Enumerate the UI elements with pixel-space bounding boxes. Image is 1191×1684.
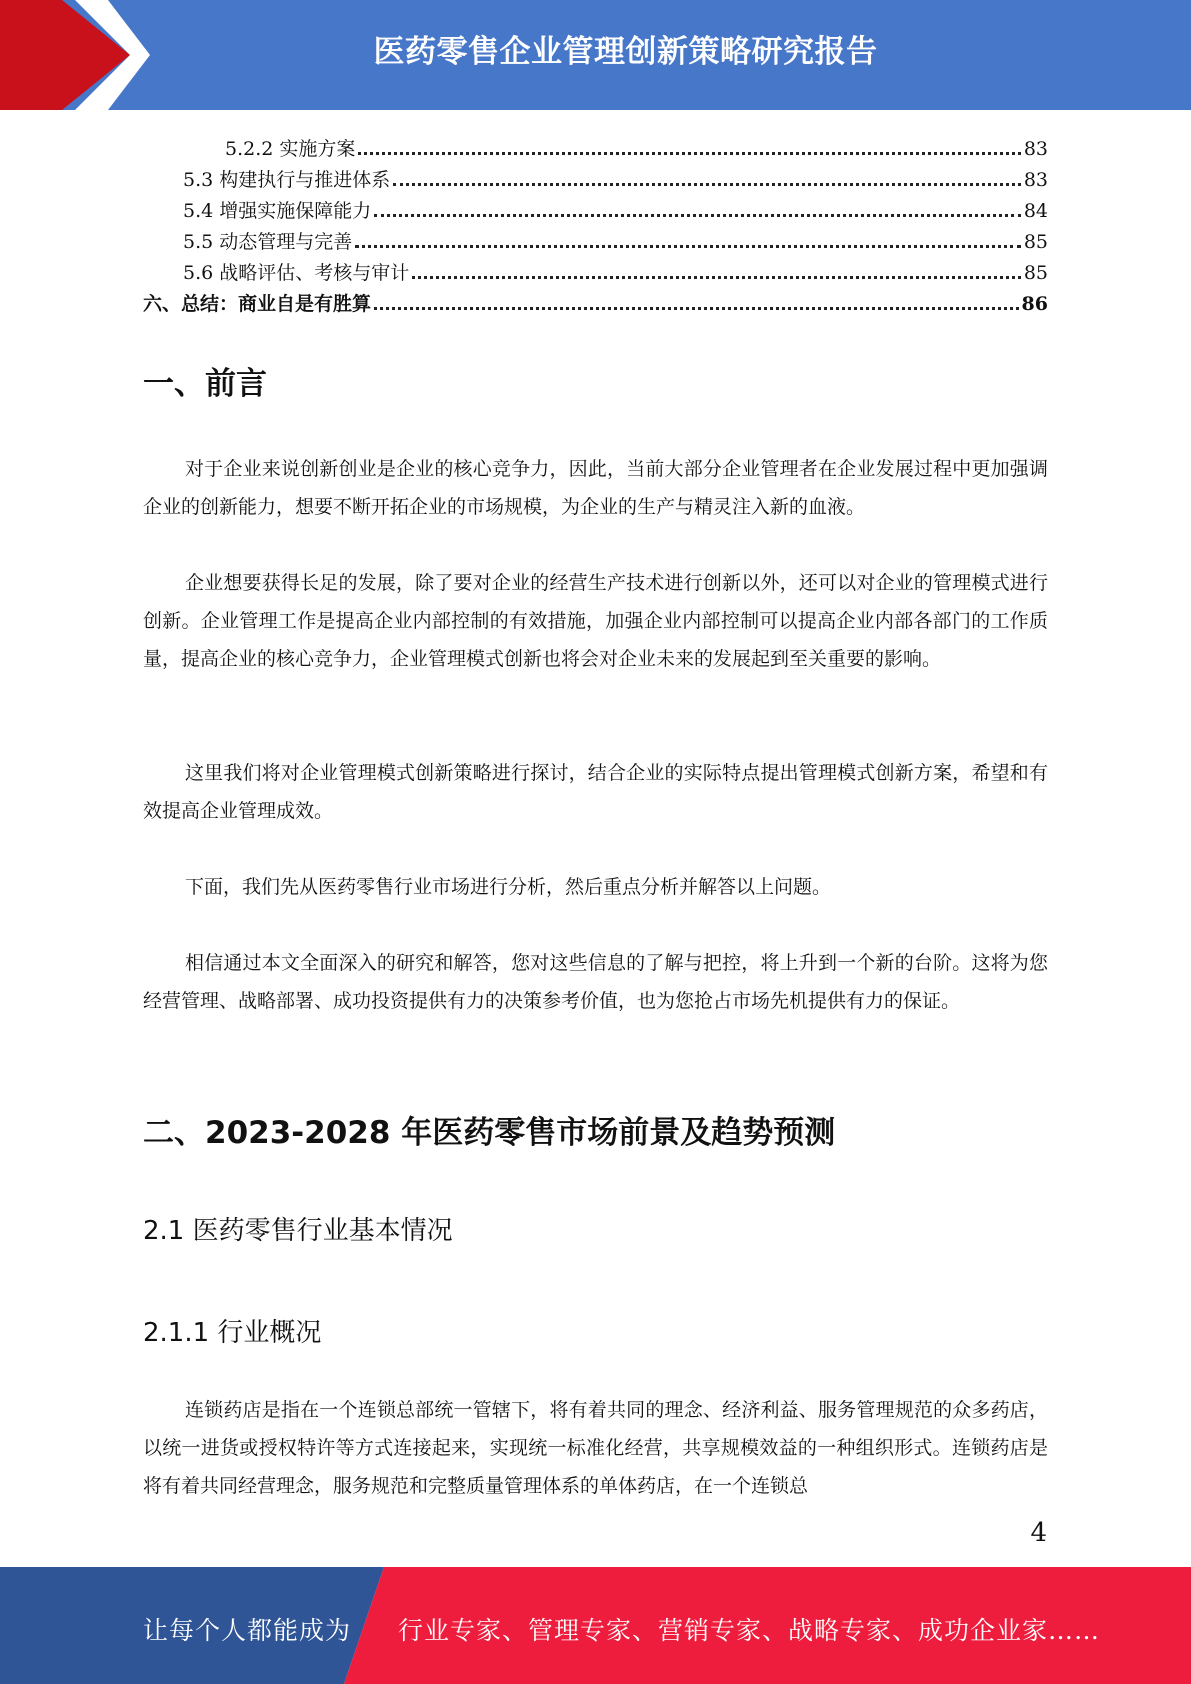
toc-entry[interactable]: [143, 130, 1048, 161]
subsection-heading: 2.1.1 行业概况: [143, 1318, 322, 1348]
paragraph: 对于企业来说创新创业是企业的核心竞争力，因此，当前大部分企业管理者在企业发展过程中更加强调企业的创新能力，想要不断开拓企业的市场规模，为企业的生产与精灵注入新的血液。: [143, 458, 1048, 518]
subsection-heading: 2.1 医药零售行业基本情况: [143, 1216, 453, 1246]
page-header: [0, 0, 1191, 110]
section-heading: 二、2023-2028 年医药零售市场前景及趋势预测: [143, 1115, 836, 1151]
toc-entry[interactable]: [143, 254, 1048, 285]
toc-entry[interactable]: [143, 285, 1048, 316]
toc-entry-label: 5.2.2 实施方案: [225, 138, 356, 160]
toc-entry-page: 83: [1023, 169, 1048, 191]
toc-entry[interactable]: [143, 161, 1048, 192]
page-number: 4: [1030, 1518, 1047, 1548]
paragraph: 这里我们将对企业管理模式创新策略进行探讨，结合企业的实际特点提出管理模式创新方案，希望和有效提高企业管理成效。: [143, 762, 1048, 822]
toc-leader-dots: [355, 245, 1021, 248]
toc-entry-page: 86: [1021, 293, 1048, 315]
toc-entry[interactable]: [143, 192, 1048, 223]
toc-entry-label: 5.3 构建执行与推进体系: [183, 169, 391, 191]
table-of-contents: [143, 130, 1048, 316]
section-heading: 一、前言: [143, 366, 267, 402]
toc-entry-page: 84: [1023, 200, 1048, 222]
toc-entry-label: 5.4 增强实施保障能力: [183, 200, 372, 222]
footer-slogan-left: 让每个人都能成为: [143, 1616, 352, 1645]
toc-leader-dots: [393, 183, 1021, 186]
toc-leader-dots: [412, 276, 1021, 279]
toc-leader-dots: [374, 307, 1019, 310]
toc-entry[interactable]: [143, 223, 1048, 254]
toc-entry-page: 85: [1023, 262, 1048, 284]
toc-entry-label: 5.5 动态管理与完善: [183, 231, 353, 253]
header-title: 医药零售企业管理创新策略研究报告: [373, 34, 878, 70]
toc-leader-dots: [358, 152, 1020, 155]
page-footer: [0, 1567, 1191, 1684]
paragraph: 相信通过本文全面深入的研究和解答，您对这些信息的了解与把控，将上升到一个新的台阶。这将为您经营管理、战略部署、成功投资提供有力的决策参考价值，也为您抢占市场先机提供有力的保证。: [143, 952, 1048, 1012]
toc-leader-dots: [374, 214, 1021, 217]
paragraph: 连锁药店是指在一个连锁总部统一管辖下，将有着共同的理念、经济利益、服务管理规范的众多药店，以统一进货或授权特许等方式连接起来，实现统一标准化经营，共享规模效益的一种组织形式。连锁药店是将有着共同经营理念，服务规范和完整质量管理体系的单体药店，在一个连锁总: [143, 1399, 1048, 1497]
toc-entry-label: 5.6 战略评估、考核与审计: [183, 262, 410, 284]
paragraph: 企业想要获得长足的发展，除了要对企业的经营生产技术进行创新以外，还可以对企业的管理模式进行创新。企业管理工作是提高企业内部控制的有效措施，加强企业内部控制可以提高企业内部各部门的工作质量，提高企业的核心竞争力，企业管理模式创新也将会对企业未来的发展起到至关重要的影响。: [143, 572, 1048, 670]
toc-entry-page: 83: [1023, 138, 1048, 160]
paragraph: 下面，我们先从医药零售行业市场进行分析，然后重点分析并解答以上问题。: [185, 876, 832, 898]
toc-entry-page: 85: [1023, 231, 1048, 253]
toc-entry-label: 六、总结：商业自是有胜算: [143, 293, 372, 315]
footer-slogan-right: 行业专家、管理专家、营销专家、战略专家、成功企业家……: [398, 1616, 1101, 1645]
